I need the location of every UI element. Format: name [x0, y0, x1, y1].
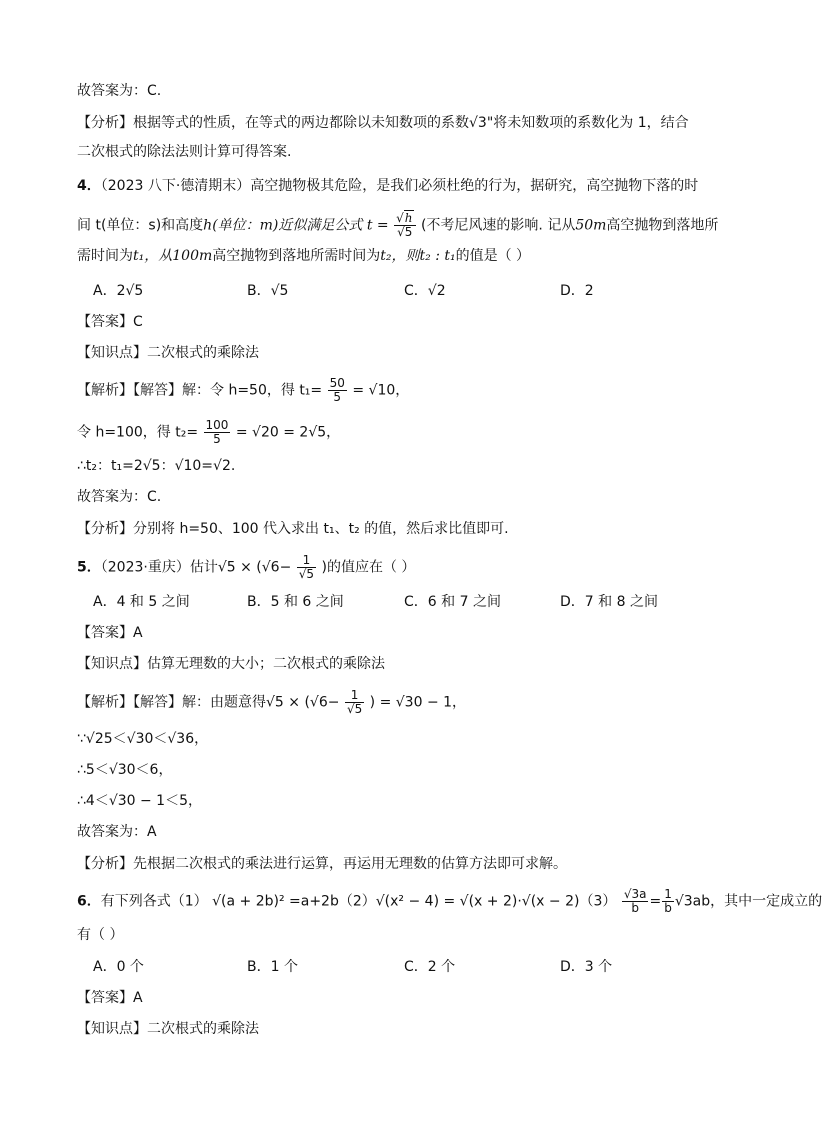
- analysis-line: 【分析】先根据二次根式的乘法进行运算，再运用无理数的估算方法即可求解。: [77, 856, 567, 872]
- answer-label: 【答案】A: [77, 990, 143, 1006]
- option-b: B．√5: [247, 283, 289, 299]
- option-b: B．1 个: [247, 959, 298, 975]
- solution-line-3: ∴t₂：t₁=2√5：√10=√2.: [77, 458, 236, 474]
- question-4-stem: 4．（2023 八下·德清期末）高空抛物极其危险，是我们必须杜绝的行为，据研究，高空抛物下落的时: [77, 178, 699, 194]
- question-6-stem: 6．有下列各式（1） √(a + 2b)² =a+2b（2）√(x² − 4) = √(x + 2)·√(x − 2)（3） $\frac{√3a}{b}$ = $\frac{1}{b}$ √3ab，其中一定成立的: [77, 887, 822, 915]
- question-number: 5．: [77, 559, 101, 576]
- analysis-line-cont: 二次根式的除法法则计算可得答案.: [77, 144, 292, 160]
- final-answer: 故答案为：A: [77, 824, 157, 840]
- answer-line: 故答案为：C.: [77, 83, 162, 99]
- solution-line-2: ∵√25＜√30＜√36，: [77, 731, 209, 747]
- option-a: A．0 个: [93, 959, 144, 975]
- question-4-stem-3: 需时间为t₁，从100m高空抛物到落地所需时间为t₂，则t₂ : t₁的值是（ ）: [77, 248, 531, 264]
- question-number: 4．: [77, 178, 101, 194]
- answer-label: 【答案】A: [77, 625, 143, 641]
- solution-line-4: ∴4＜√30 − 1＜5，: [77, 793, 202, 809]
- analysis-line: 【分析】根据等式的性质，在等式的两边都除以未知数项的系数√3"将未知数项的系数化为 1，结合: [77, 115, 689, 131]
- option-d: D．7 和 8 之间: [560, 594, 658, 610]
- knowledge-point: 【知识点】估算无理数的大小；二次根式的乘除法: [77, 656, 385, 672]
- formula-fraction: $\frac{√h}{√5}$: [394, 212, 415, 239]
- question-number: 6．: [77, 893, 101, 910]
- final-answer: 故答案为：C.: [77, 489, 162, 505]
- question-4-stem-2: 间 t(单位：s)和高度h(单位：m)近似满足公式 t = $\frac{√h}{√5}$ (不考尼风速的影响. 记从50m高空抛物到落地所: [77, 211, 719, 239]
- question-5-stem: 5．（2023·重庆）估计√5 × (√6− $\frac{1}{√5}$ )的值应在（ ）: [77, 553, 416, 581]
- option-c: C．6 和 7 之间: [404, 594, 501, 610]
- option-c: C．2 个: [404, 959, 456, 975]
- question-6-stem-2: 有（ ）: [77, 927, 124, 943]
- answer-label: 【答案】C: [77, 314, 143, 330]
- solution-line-1: 【解析】【解答】解：由题意得√5 × (√6− $\frac{1}{√5}$ ) = √30 − 1，: [77, 688, 467, 716]
- analysis-line: 【分析】分别将 h=50、100 代入求出 t₁、t₂ 的值，然后求比值即可.: [77, 521, 509, 537]
- option-c: C．√2: [404, 283, 446, 299]
- option-a: A．2√5: [93, 283, 144, 299]
- solution-line-1: 【解析】【解答】解：令 h=50，得 t₁= $\frac{50}{5}$ = √10，: [77, 376, 410, 404]
- knowledge-point: 【知识点】二次根式的乘除法: [77, 1021, 259, 1037]
- knowledge-point: 【知识点】二次根式的乘除法: [77, 345, 259, 361]
- option-d: D．3 个: [560, 959, 613, 975]
- option-a: A．4 和 5 之间: [93, 594, 190, 610]
- option-d: D．2: [560, 283, 594, 299]
- option-b: B．5 和 6 之间: [247, 594, 344, 610]
- solution-line-3: ∴5＜√30＜6，: [77, 762, 173, 778]
- solution-line-2: 令 h=100，得 t₂= $\frac{100}{5}$ = √20 = 2√5，: [77, 418, 341, 446]
